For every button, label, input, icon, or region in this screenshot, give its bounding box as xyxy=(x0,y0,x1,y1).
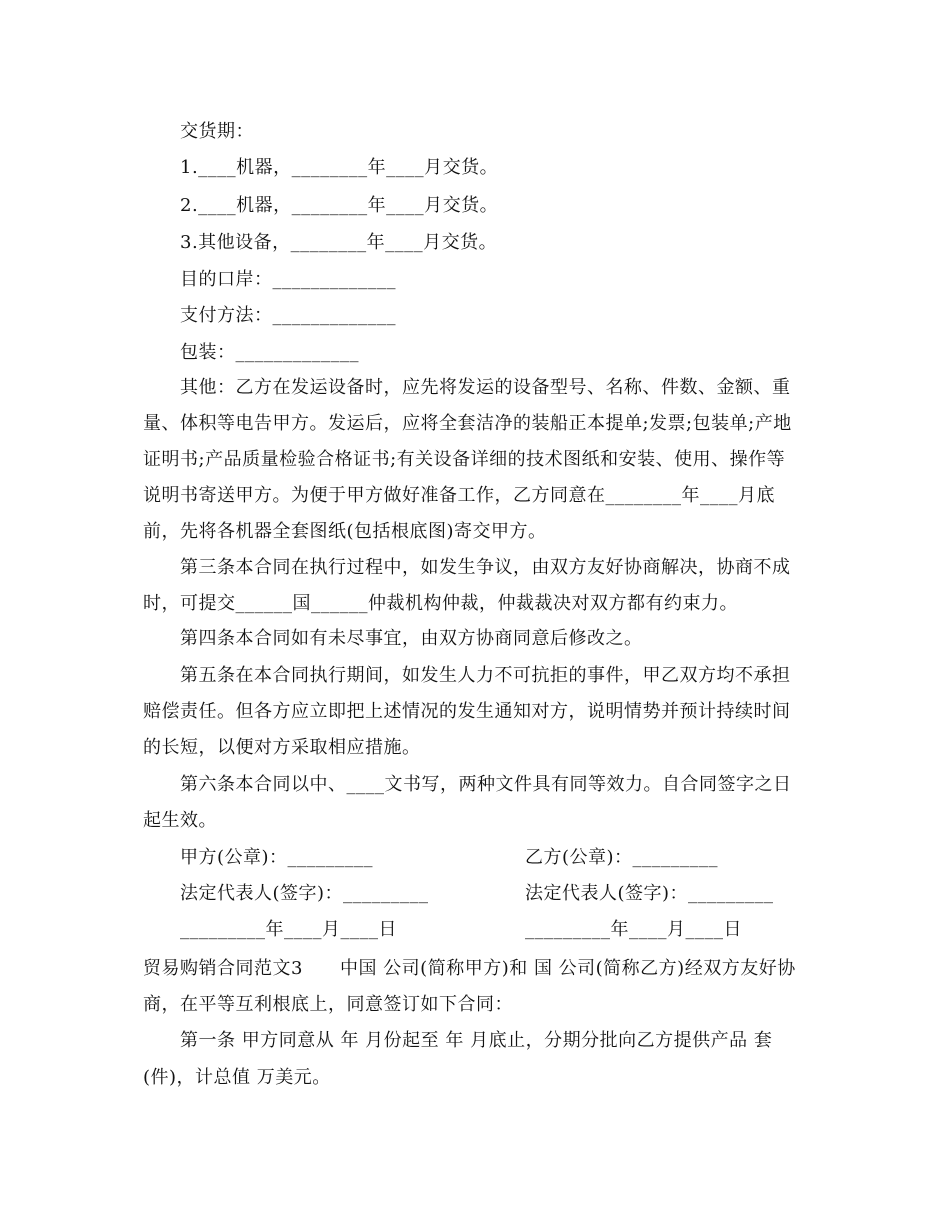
other-line-4: 说明书寄送甲方。为便于甲方做好准备工作，乙方同意在________年____月底 xyxy=(143,485,775,506)
other-line-3: 证明书;产品质量检验合格证书;有关设备详细的技术图纸和安装、使用、操作等 xyxy=(143,449,786,470)
party-b-date: _________年____月____日 xyxy=(525,919,742,940)
article3-line-2: 时，可提交______国______仲裁机构仲裁，仲裁裁决对双方都有约束力。 xyxy=(143,593,738,614)
article4: 第四条本合同如有未尽事宜，由双方协商同意后修改之。 xyxy=(180,628,643,649)
article5-line-1: 第五条在本合同执行期间，如发生人力不可抗拒的事件，甲乙双方均不承担 xyxy=(180,665,791,686)
other-line-2: 量、体积等电告甲方。发运后，应将全套洁净的装船正本提单;发票;包装单;产地 xyxy=(143,413,792,434)
article3-line-1: 第三条本合同在执行过程中，如发生争议，由双方友好协商解决，协商不成 xyxy=(180,557,791,578)
delivery-item-2: 2.____机器，________年____月交货。 xyxy=(180,195,499,216)
party-b-representative: 法定代表人(签字)：_________ xyxy=(525,883,774,904)
party-a-seal: 甲方(公章)：_________ xyxy=(180,847,374,868)
delivery-item-1: 1.____机器，________年____月交货。 xyxy=(180,157,499,178)
article5-line-2: 赔偿责任。但各方应立即把上述情况的发生通知对方，说明情势并预计持续时间 xyxy=(143,701,791,722)
other-line-5: 前，先将各机器全套图纸(包括根底图)寄交甲方。 xyxy=(143,521,547,542)
article5-line-3: 的长短，以便对方采取相应措施。 xyxy=(143,737,421,758)
party-a-date: _________年____月____日 xyxy=(180,919,397,940)
article6-line-1: 第六条本合同以中、____文书写，两种文件具有同等效力。自合同签字之日 xyxy=(180,774,792,795)
article1-line-1: 第一条 甲方同意从 年 月份起至 年 月底止，分期分批向乙方提供产品 套 xyxy=(180,1030,773,1051)
sample3-line-1: 贸易购销合同范文3 中国 公司(简称甲方)和 国 公司(简称乙方)经双方友好协 xyxy=(143,958,796,979)
article6-line-2: 起生效。 xyxy=(143,810,217,831)
other-line-1: 其他：乙方在发运设备时，应先将发运的设备型号、名称、件数、金额、重 xyxy=(180,377,791,398)
party-b-seal: 乙方(公章)：_________ xyxy=(525,847,719,868)
packing: 包装：_____________ xyxy=(180,342,359,363)
delivery-heading: 交货期： xyxy=(180,121,254,142)
payment-method: 支付方法：_____________ xyxy=(180,305,396,326)
party-a-representative: 法定代表人(签字)：_________ xyxy=(180,883,429,904)
delivery-item-3: 3.其他设备，________年____月交货。 xyxy=(180,232,498,253)
sample3-line-2: 商，在平等互利根底上，同意签订如下合同： xyxy=(143,994,513,1015)
article1-line-2: (件)，计总值 万美元。 xyxy=(143,1067,331,1088)
destination-port: 目的口岸：_____________ xyxy=(180,269,396,290)
